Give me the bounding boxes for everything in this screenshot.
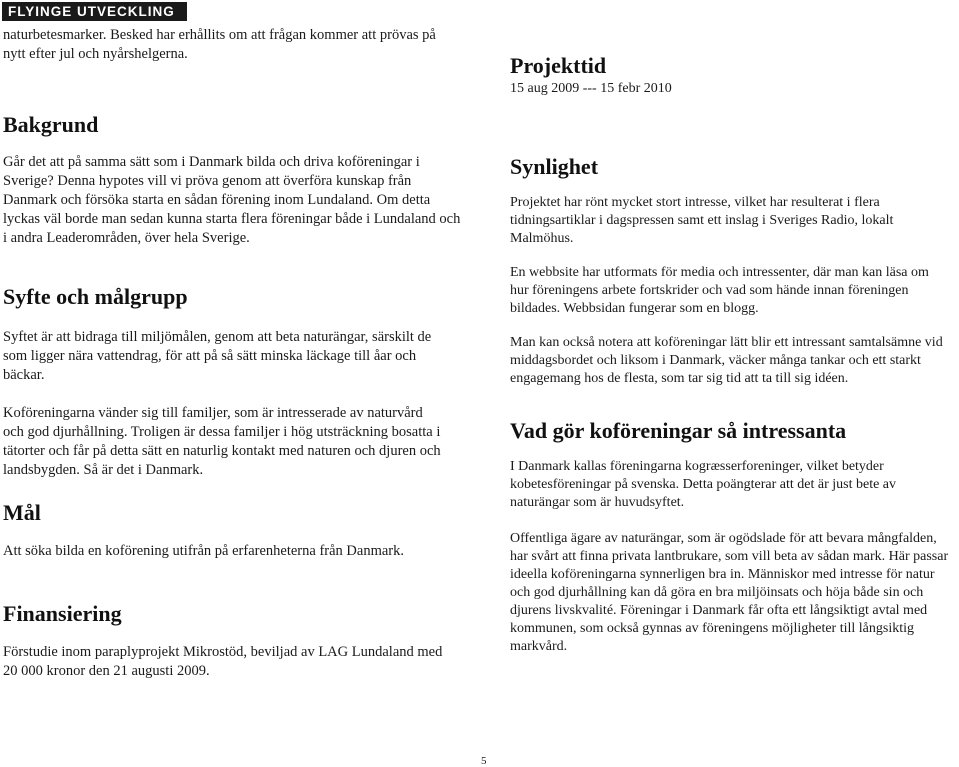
section-heading-bakgrund: Bakgrund — [3, 112, 99, 137]
synlighet-paragraph-3: Man kan också notera att koföreningar lätt blir ett intressant samtalsämne vid middagsbordet och liksom i Danmark, väcker många tankar och ett starkt engagemang hos de flesta, som tar sig tid att ta till sig idéen. — [510, 335, 943, 386]
section-heading-mal: Mål — [3, 500, 41, 525]
section-heading-finansiering: Finansiering — [3, 601, 122, 626]
vad-paragraph-2: Offentliga ägare av naturängar, som är ogödslade för att bevara mångfalden, har svårt att finna privata lantbrukare, som vill beta av sådan mark. Här passar ideella koföreningarna synnerligen bra in. Människor med intresse för natur och god djurhållning kan då göra en bra miljöinsats och höja både sin och djurens livskvalité. Föreningar i Danmark får ofta ett långsiktigt avtal med kommunen, som också gynnas av föreningens möjligheter till långsiktig markvård. — [510, 531, 949, 654]
page-number: 5 — [481, 755, 487, 767]
left-column — [3, 26, 461, 681]
section-heading-projekttid: Projekttid — [510, 53, 607, 78]
section-heading-syfte: Syfte och målgrupp — [3, 284, 188, 309]
logo: FLYINGE UTVECKLING — [2, 2, 187, 21]
syfte-paragraph-1: Syftet är att bidraga till miljömålen, genom att beta naturängar, särskilt de som ligger nära vattendrag, för att på så sätt minska läckage till åar och bäckar. — [3, 329, 432, 383]
finansiering-paragraph: Förstudie inom paraplyprojekt Mikrostöd, beviljad av LAG Lundaland med 20 000 kronor den 21 augusti 2009. — [3, 644, 443, 679]
syfte-paragraph-2: Koföreningarna vänder sig till familjer, som är intresserade av naturvård och god djurhållning. Troligen är dessa familjer i hög utsträckning bosatta i tätorter och får på detta sätt en naturlig kontakt med naturen och djuren och landsbygden. Så är det i Danmark. — [3, 405, 441, 478]
right-column — [510, 53, 950, 656]
mal-paragraph: Att söka bilda en koförening utifrån på erfarenheterna från Danmark. — [3, 543, 404, 559]
intro-paragraph: naturbetesmarker. Besked har erhållits om att frågan kommer att prövas på nytt efter jul och nyårshelgerna. — [3, 27, 436, 62]
bakgrund-paragraph: Går det att på samma sätt som i Danmark bilda och driva koföreningar i Sverige? Denna hypotes vill vi pröva genom att överföra kunskap från Danmark och försöka starta en sådan förening inom Lundaland. Om detta lyckas väl borde man sedan kunna starta flera föreningar både i Lundaland och i andra Leaderområden, över hela Sverige. — [3, 154, 461, 246]
synlighet-paragraph-1: Projektet har rönt mycket stort intresse, vilket har resulterat i flera tidningsartiklar i dagspressen samt ett inslag i Sveriges Radio, lokalt Malmöhus. — [510, 195, 894, 246]
projekttid-dates: 15 aug 2009 --- 15 febr 2010 — [510, 81, 672, 96]
vad-paragraph-1: I Danmark kallas föreningarna kogræsserforeninger, vilket betyder kobetesföreningar på svenska. Detta poängterar att det är just bete av naturängar som är huvudsyftet. — [510, 459, 897, 510]
section-heading-synlighet: Synlighet — [510, 154, 599, 179]
section-heading-vad: Vad gör koföreningar så intressanta — [510, 418, 847, 443]
synlighet-paragraph-2: En webbsite har utformats för media och intressenter, där man kan läsa om hur föreningens arbete fortskrider och vad som hände innan föreningen bildades. Webbsidan fungerar som en blogg. — [510, 265, 929, 316]
